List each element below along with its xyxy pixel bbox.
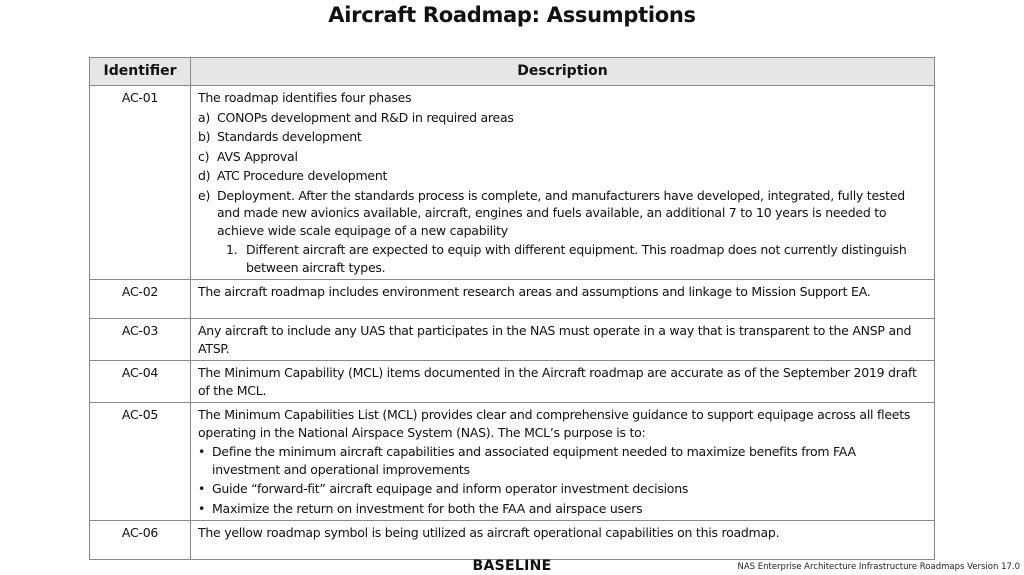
list-item — [198, 167, 927, 185]
page-title: Aircraft Roadmap: Assumptions — [328, 3, 696, 27]
assumptions-table — [89, 57, 935, 560]
row-identifier: AC-05 — [90, 403, 191, 521]
baseline-label: BASELINE — [472, 558, 552, 574]
description-column-header: Description — [191, 58, 935, 86]
row-identifier: AC-04 — [90, 361, 191, 403]
list-marker: c) — [198, 148, 210, 164]
bullet-text: Define the minimum aircraft capabilities and associated equipment needed to maximize benefits from FAA investment and operational improvements — [212, 444, 856, 477]
list-item-text: CONOPs development and R&D in required areas — [217, 109, 514, 125]
bullet-marker: • — [198, 444, 206, 459]
list-item-text: Different aircraft are expected to equip with different equipment. This roadmap does not currently distinguish between aircraft types. — [246, 242, 907, 275]
list-item — [198, 148, 927, 166]
row-identifier: AC-06 — [90, 521, 191, 560]
row-description: The Minimum Capability (MCL) items documented in the Aircraft roadmap are accurate as of the September 2019 draft of the MCL. — [191, 361, 935, 403]
table-row — [90, 280, 935, 319]
list-marker: b) — [198, 129, 211, 144]
table-row — [90, 521, 935, 560]
table-header-row — [90, 58, 935, 86]
description-intro: The Minimum Capabilities List (MCL) provides clear and comprehensive guidance to support equipage across all fleets operating in the National Airspace System (NAS). The MCL’s purpose is to: — [198, 407, 911, 440]
table-row — [90, 403, 935, 521]
sub-list-item — [226, 241, 927, 276]
list-marker: e) — [198, 187, 211, 203]
bullet-item — [198, 480, 927, 498]
bullet-marker: • — [198, 500, 206, 516]
list-item — [198, 187, 927, 240]
row-description — [191, 86, 935, 280]
row-description: The aircraft roadmap includes environment research areas and assumptions and linkage to Mission Support EA. — [191, 280, 935, 319]
identifier-column-header: Identifier — [90, 58, 191, 86]
row-identifier: AC-01 — [90, 86, 191, 280]
list-marker: 1. — [226, 242, 238, 257]
table-row — [90, 319, 935, 361]
bullet-text: Guide “forward-fit” aircraft equipage and inform operator investment decisions — [212, 481, 689, 496]
list-item-text: Deployment. After the standards process is complete, and manufacturers have developed, integrated, fully tested and made new avionics available, aircraft, engines and fuels available, an additional 7 to 10 years is needed to achieve wide scale equipage of a new capability — [217, 187, 905, 238]
list-item — [198, 109, 927, 127]
list-item-text: ATC Procedure development — [217, 168, 388, 183]
row-identifier: AC-02 — [90, 280, 191, 319]
row-description: Any aircraft to include any UAS that participates in the NAS must operate in a way that is transparent to the ANSP and ATSP. — [191, 319, 935, 361]
version-footer: NAS Enterprise Architecture Infrastructure Roadmaps Version 17.0 — [737, 562, 1020, 572]
row-description: The yellow roadmap symbol is being utilized as aircraft operational capabilities on this roadmap. — [191, 521, 935, 560]
bullet-text: Maximize the return on investment for both the FAA and airspace users — [212, 500, 643, 516]
row-identifier: AC-03 — [90, 319, 191, 361]
bullet-item — [198, 443, 927, 478]
bullet-item — [198, 500, 927, 518]
list-marker: d) — [198, 168, 211, 183]
row-description — [191, 403, 935, 521]
list-item-text: AVS Approval — [217, 148, 298, 164]
description-intro: The roadmap identifies four phases — [198, 90, 412, 105]
list-item-text: Standards development — [217, 129, 362, 144]
bullet-marker: • — [198, 481, 206, 496]
list-marker: a) — [198, 109, 211, 125]
table-row — [90, 361, 935, 403]
list-item — [198, 128, 927, 146]
table-row — [90, 86, 935, 280]
